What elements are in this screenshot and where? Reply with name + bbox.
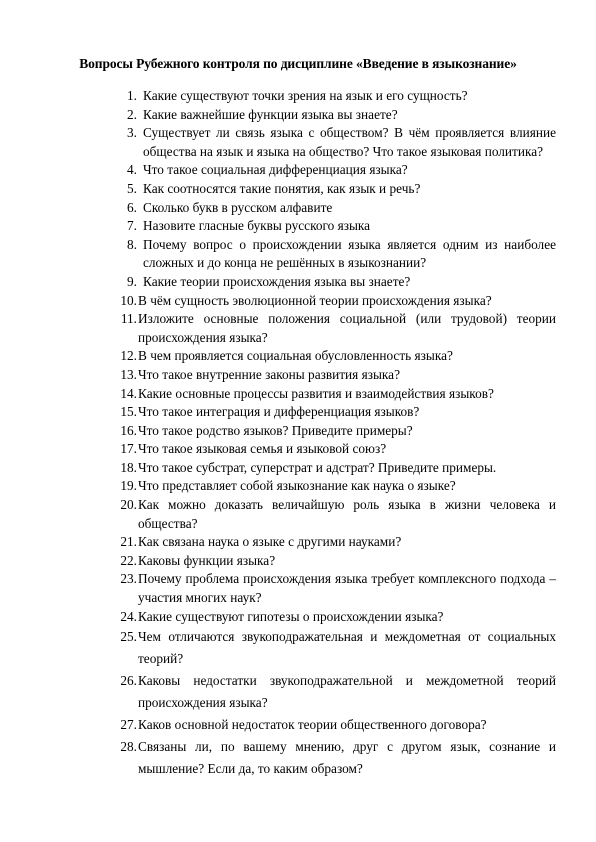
question-text: В чем проявляется социальная обусловленность языка? bbox=[138, 348, 453, 364]
question-number: 18. bbox=[120, 459, 137, 475]
list-item bbox=[117, 347, 556, 366]
question-number: 14. bbox=[120, 385, 137, 401]
list-item bbox=[117, 87, 556, 106]
question-number: 19. bbox=[120, 478, 137, 494]
list-item bbox=[117, 366, 556, 385]
list-item bbox=[117, 310, 556, 347]
question-number: 23. bbox=[120, 571, 137, 587]
list-item bbox=[117, 533, 556, 552]
question-text: Чем отличаются звукоподражательная и междометная от социальных теорий? bbox=[138, 629, 556, 667]
list-item bbox=[117, 385, 556, 404]
question-text: Какие существуют точки зрения на язык и его сущность? bbox=[143, 88, 468, 103]
list-item bbox=[117, 670, 556, 714]
question-number: 5. bbox=[127, 180, 137, 196]
list-item bbox=[117, 422, 556, 441]
question-text: Каковы недостатки звукоподражательной и междометной теорий происхождения языка? bbox=[138, 673, 556, 711]
question-text: Как соотносятся такие понятия, как язык и речь? bbox=[143, 180, 421, 196]
question-number: 8. bbox=[127, 236, 137, 252]
question-text: Что такое родство языков? Приведите примеры? bbox=[138, 422, 413, 438]
question-number: 1. bbox=[127, 88, 137, 103]
question-text: Что такое социальная дифференциация языка? bbox=[143, 162, 408, 178]
question-number: 6. bbox=[127, 199, 137, 215]
question-text: Существует ли связь языка с обществом? В чём проявляется влияние общества на язык и языка на общество? Что такое языковая политика? bbox=[143, 125, 556, 159]
question-text: Какие важнейшие функции языка вы знаете? bbox=[143, 106, 398, 122]
question-text: Почему вопрос о происхождении языка является одним из наиболее сложных и до конца не решённых в языкознании? bbox=[143, 236, 556, 271]
question-text: Что такое внутренние законы развития языка? bbox=[138, 366, 400, 382]
list-item bbox=[117, 477, 556, 496]
question-text: Что представляет собой языкознание как наука о языке? bbox=[138, 478, 456, 494]
list-item bbox=[117, 570, 556, 607]
list-item bbox=[117, 292, 556, 311]
list-item bbox=[117, 273, 556, 292]
list-item bbox=[117, 199, 556, 218]
question-number: 3. bbox=[127, 125, 137, 141]
question-number: 4. bbox=[127, 162, 137, 178]
question-text: Каковы функции языка? bbox=[138, 552, 276, 568]
question-text: Какие теории происхождения языка вы знаете? bbox=[143, 273, 411, 289]
list-item bbox=[117, 236, 556, 273]
question-number: 26. bbox=[120, 673, 137, 689]
list-item bbox=[117, 180, 556, 199]
question-number: 10. bbox=[120, 292, 137, 308]
document-title: Вопросы Рубежного контроля по дисциплине «Введение в языкознание» bbox=[79, 56, 517, 71]
question-text: Связаны ли, по вашему мнению, друг с другом язык, сознание и мышление? Если да, то каким образом? bbox=[138, 739, 556, 777]
question-number: 27. bbox=[120, 717, 137, 733]
list-item bbox=[117, 403, 556, 422]
question-text: Почему проблема происхождения языка требует комплексного подхода – участия многих наук? bbox=[138, 571, 556, 606]
question-number: 12. bbox=[120, 348, 137, 364]
list-item bbox=[117, 714, 556, 736]
question-list bbox=[40, 87, 556, 780]
question-number: 16. bbox=[120, 422, 137, 438]
question-text: Какие существуют гипотезы о происхождении языка? bbox=[138, 608, 444, 624]
question-number: 11. bbox=[120, 311, 137, 327]
question-number: 21. bbox=[120, 534, 137, 550]
list-item bbox=[117, 161, 556, 180]
question-number: 25. bbox=[120, 629, 137, 645]
list-item bbox=[117, 496, 556, 533]
question-text: Что такое языковая семья и языковой союз? bbox=[138, 441, 387, 457]
question-number: 9. bbox=[127, 273, 137, 289]
list-item bbox=[117, 459, 556, 478]
question-number: 22. bbox=[120, 552, 137, 568]
question-text: Как связана наука о языке с другими науками? bbox=[138, 534, 402, 550]
list-item bbox=[117, 552, 556, 571]
question-text: Что такое субстрат, суперстрат и адстрат? Приведите примеры. bbox=[138, 459, 497, 475]
question-number: 24. bbox=[120, 608, 137, 624]
question-text: Что такое интеграция и дифференциация языков? bbox=[138, 404, 420, 420]
question-number: 7. bbox=[127, 218, 137, 234]
list-item bbox=[117, 626, 556, 670]
list-item bbox=[117, 736, 556, 780]
question-number: 2. bbox=[127, 106, 137, 122]
question-text: Какие основные процессы развития и взаимодействия языков? bbox=[138, 385, 494, 401]
list-item bbox=[117, 217, 556, 236]
list-item bbox=[117, 440, 556, 459]
list-item bbox=[117, 106, 556, 125]
question-number: 15. bbox=[120, 404, 137, 420]
question-text: Сколько букв в русском алфавите bbox=[143, 199, 333, 215]
list-item bbox=[117, 608, 556, 627]
question-text: В чём сущность эволюционной теории происхождения языка? bbox=[138, 292, 492, 308]
list-item bbox=[117, 124, 556, 161]
question-number: 13. bbox=[120, 366, 137, 382]
question-number: 28. bbox=[120, 739, 137, 755]
question-text: Назовите гласные буквы русского языка bbox=[143, 218, 371, 234]
question-number: 17. bbox=[120, 441, 137, 457]
question-text: Изложите основные положения социальной (или трудовой) теории происхождения языка? bbox=[138, 311, 556, 345]
question-number: 20. bbox=[120, 497, 137, 513]
question-text: Каков основной недостаток теории общественного договора? bbox=[138, 717, 487, 733]
question-text: Как можно доказать величайшую роль языка в жизни человека и общества? bbox=[138, 497, 556, 531]
